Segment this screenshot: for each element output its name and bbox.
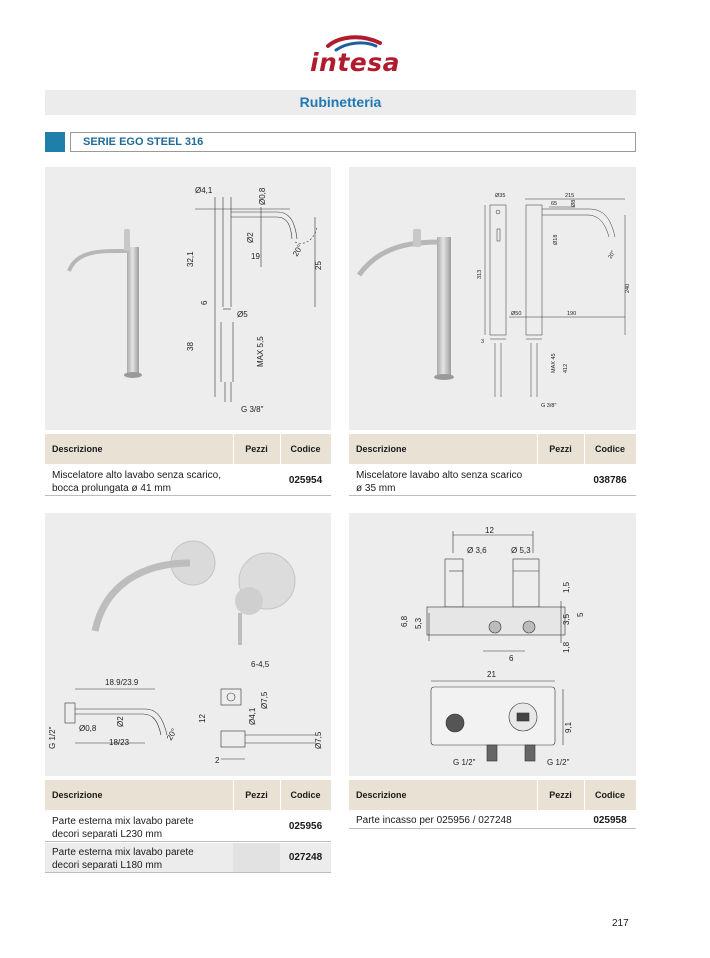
section-title: Rubinetteria [45,90,636,115]
dim-label: 240 [625,283,631,293]
dim-label: Ø0,8 [79,724,97,733]
dim-label: 5,3 [414,617,423,629]
dim-label: G 1/2" [48,726,57,749]
table-row [45,843,331,873]
table-row [349,466,636,496]
dim-label: 18/23 [109,738,130,747]
dim-label: Ø2 [246,232,255,243]
row-description: Parte esterna mix lavabo parete [52,816,194,827]
dim-label: Ø7,5 [314,731,323,749]
product-image-025958 [349,513,636,776]
dim-label: Ø 3,6 [467,546,487,555]
dim-label: 5 [576,612,585,617]
dim-label: Ø4,1 [195,186,213,195]
dim-label: 6 [509,654,514,663]
row-description: Miscelatore alto lavabo senza scarico, [52,470,221,481]
dim-label: Ø 5,3 [511,546,531,555]
dim-label: 38 [186,342,195,351]
brand-logo [300,34,410,82]
header-pezzi: Pezzi [245,790,268,800]
dim-label: 20° [607,249,617,260]
dim-label: 313 [477,269,483,279]
dim-label: 3 [481,339,485,345]
dim-label: 20° [164,727,179,742]
row-code: 027248 [288,852,323,863]
row-description: Parte esterna mix lavabo parete [52,847,194,858]
dim-label: 21 [487,670,496,679]
series-title: SERIE EGO STEEL 316 [70,132,636,152]
dim-label: 412 [563,363,569,373]
row-description: bocca prolungata ø 41 mm [52,483,171,494]
table-row [349,812,636,829]
header-pezzi: Pezzi [245,444,268,454]
row-description: Miscelatore lavabo alto senza scarico [356,470,523,481]
table-row [45,466,331,496]
dim-label: Ø8 [571,199,577,207]
dim-label: 6 [200,300,209,305]
dim-label: 1,5 [562,581,571,593]
faucet-photo [95,541,295,645]
dim-label: 12 [485,526,494,535]
row-description: Parte incasso per 025956 / 027248 [356,815,512,826]
faucet-photo [69,229,142,378]
dim-label: G 3/8" [241,405,264,414]
header-codice: Codice [290,444,321,454]
dim-label: 19 [251,252,260,261]
dim-label: Ø7,5 [260,691,269,709]
product-image-038786 [349,167,636,430]
row-code: 025956 [288,821,323,832]
row-code: 025954 [288,475,323,486]
dim-label: Ø0,8 [258,187,267,205]
dim-label: 65 [551,201,558,207]
dim-label: 6,8 [400,615,409,627]
header-codice: Codice [594,790,625,800]
faucet-photo [359,229,454,380]
dim-label: Ø18 [553,234,559,245]
dim-label: Ø50 [511,311,522,317]
technical-drawing [195,197,317,402]
dim-label: G 3/8" [541,403,557,409]
dim-label: Ø2 [116,716,125,727]
dim-label: 6-4,5 [251,660,270,669]
header-descrizione: Descrizione [356,790,407,800]
row-description: decori separati L180 mm [52,860,163,871]
header-pezzi: Pezzi [549,790,572,800]
technical-drawing [427,531,565,761]
page-number: 217 [612,918,629,929]
row-code: 038786 [593,475,627,486]
product-image-025954 [45,167,331,430]
dim-label: Ø35 [495,193,506,199]
header-codice: Codice [594,444,625,454]
table-header [349,434,636,464]
header-descrizione: Descrizione [52,444,103,454]
dim-label: 1,8 [562,641,571,653]
dim-label: 20° [290,243,305,258]
dim-label: 12 [198,714,207,723]
header-pezzi: Pezzi [549,444,572,454]
technical-drawing [65,689,315,759]
table-row [45,812,331,842]
dim-label: G 1/2" [453,758,476,767]
table-header [349,780,636,810]
dim-label: 25 [314,261,323,270]
dim-label: Ø5 [237,310,248,319]
dim-label: 215 [565,193,575,199]
dim-label: 3,5 [562,613,571,625]
table-header [45,434,331,464]
series-marker [45,132,65,152]
dim-label: 32,1 [186,251,195,267]
header-descrizione: Descrizione [356,444,407,454]
dim-label: 18.9/23.9 [105,678,139,687]
product-image-025956-027248 [45,513,331,776]
row-description: ø 35 mm [356,483,396,494]
header-codice: Codice [290,790,321,800]
dim-label: MAX 45 [551,353,557,373]
dim-label: MAX 5,5 [256,336,265,367]
row-code: 025958 [593,815,627,826]
table-header [45,780,331,810]
row-description: decori separati L230 mm [52,829,163,840]
dim-label: Ø4,1 [248,707,257,725]
header-descrizione: Descrizione [52,790,103,800]
dim-label: G 1/2" [547,758,570,767]
dim-label: 190 [567,311,577,317]
brand-name: intesa [309,48,401,77]
dim-label: 9,1 [564,721,573,733]
dim-label: 2 [215,756,220,765]
